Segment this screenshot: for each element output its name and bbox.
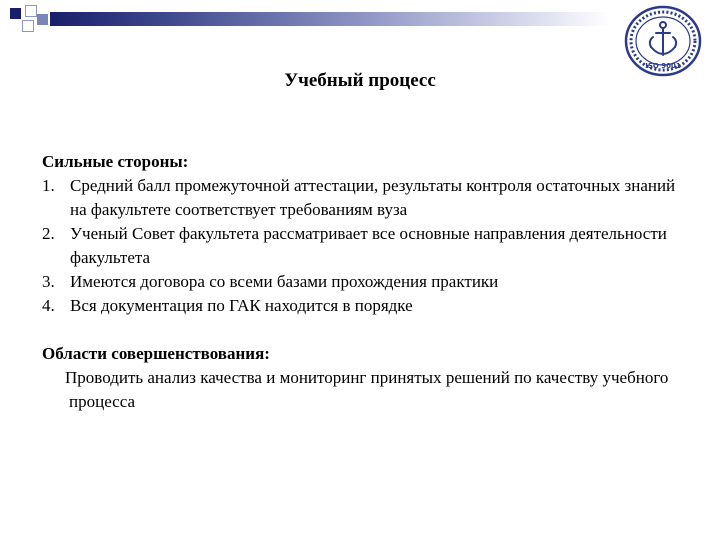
decor-square-mid [37,14,48,25]
list-item-text: Вся документация по ГАК находится в порядке [70,296,413,315]
decor-square-outline [22,20,34,32]
list-item [42,174,692,222]
list-item-number: 1. [42,176,55,195]
list-item [42,294,692,318]
slide-title [0,70,720,92]
strengths-heading: Сильные стороны: [42,152,189,171]
decor-square-outline [25,5,37,17]
slide-title-text: Учебный процесс [284,70,436,91]
iso-seal-logo [624,5,702,77]
list-item-number: 2. [42,224,55,243]
improvement-heading: Области совершенствования: [42,344,270,363]
list-item-text: Ученый Совет факультета рассматривает все основные направления деятельности факультета [70,224,667,267]
header-gradient-band [50,12,610,26]
svg-text:ISO 9001: ISO 9001 [645,62,681,70]
decor-square-dark [10,8,21,19]
list-item [42,270,692,294]
strengths-list [42,174,692,318]
section-spacer [42,318,692,342]
list-item-text: Имеются договора со всеми базами прохождения практики [70,272,499,291]
list-item-number: 3. [42,272,55,291]
list-item-number: 4. [42,296,55,315]
list-item [42,222,692,270]
improvement-text: Проводить анализ качества и мониторинг принятых решений по качеству учебного процесса [65,368,669,411]
list-item-text: Средний балл промежуточной аттестации, результаты контроля остаточных знаний на факультете соответствует требованиям вуза [70,176,676,219]
slide-body [42,150,692,414]
